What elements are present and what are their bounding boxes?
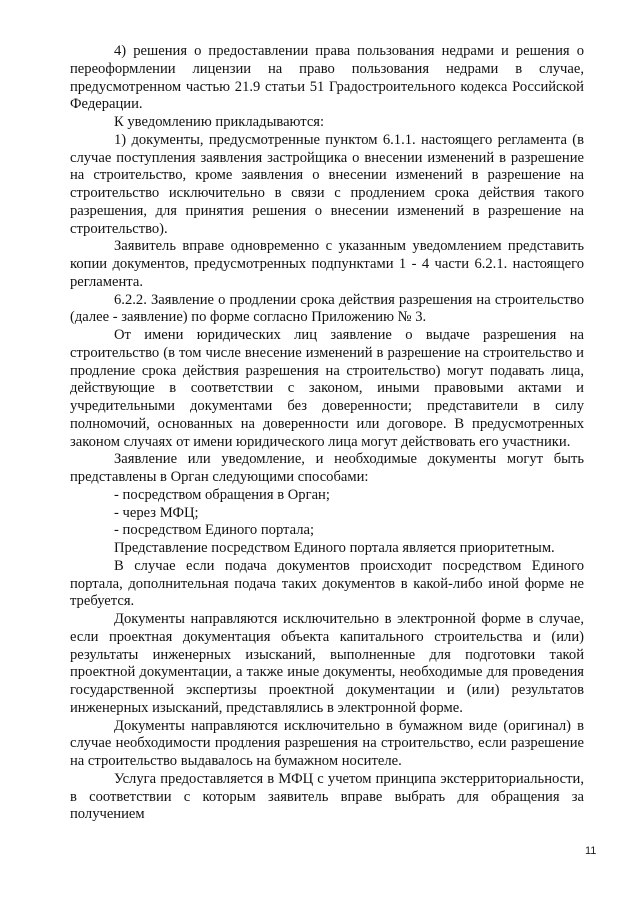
page-number: 11 xyxy=(585,845,597,857)
list-item-in-person: - посредством обращения в Орган; xyxy=(114,486,330,503)
paragraph-attachments-intro: К уведомлению прикладываются: xyxy=(114,114,325,130)
document-body xyxy=(70,43,584,824)
list-item-mfc: - через МФЦ; xyxy=(114,504,199,521)
paragraph-decision-subsoil: 4) решения о предоставлении права пользования недрами и решения о переоформлении лицензии на право пользования недрами в случае, предусмотренном частью 21.9 статьи 51 Градостроительного кодекса Российской Федерации. xyxy=(70,43,584,113)
paragraph-attachment-item-1: 1) документы, предусмотренные пунктом 6.1.1. настоящего регламента (в случае поступления заявления застройщика о внесении изменений в разрешение на строительство, кроме заявления о внесении изменений в разрешение на строительство исключительно в связи с продлением срока действия такого разрешения, для принятия решения о внесении изменений в разрешение на строительство). xyxy=(70,131,584,237)
list-item-portal: - посредством Единого портала; xyxy=(114,522,315,539)
paragraph-copies-right: Заявитель вправе одновременно с указанным уведомлением представить копии документов, предусмотренных подпунктами 1 - 4 части 6.2.1. настоящего регламента. xyxy=(70,238,584,290)
paragraph-electronic-form: Документы направляются исключительно в электронной форме в случае, если проектная документация объекта капитального строительства и (или) результаты инженерных изысканий, выполненные для подготовки такой проектной документации, а также иные документы, необходимые для проведения государственной экспертизы проектной документации и (или) результатов инженерных изысканий, представлялись в электронной форме. xyxy=(70,611,584,716)
paragraph-legal-entities: От имени юридических лиц заявление о выдаче разрешения на строительство (в том числе внесение изменений в разрешение на строительство и продление срока действия разрешения на строительство) могут подавать лица, действующие в соответствии с законом, иными правовыми актами и учредительными документами без доверенности; представители в силу полномочий, основанных на доверенности или договоре. В предусмотренных законом случаях от имени юридического лица могут действовать его участники. xyxy=(70,327,584,450)
paragraph-extraterritoriality: Услуга предоставляется в МФЦ с учетом принципа экстерриториальности, в соответствии с которым заявитель вправе выбрать для обращения за получением xyxy=(70,770,584,823)
paragraph-portal-priority: Представление посредством Единого портала является приоритетным. xyxy=(114,540,555,556)
paragraph-section-6-2-2: 6.2.2. Заявление о продлении срока действия разрешения на строительство (далее - заявление) по форме согласно Приложению № 3. xyxy=(70,291,584,326)
paragraph-paper-form: Документы направляются исключительно в бумажном виде (оригинал) в случае необходимости продления разрешения на строительство, если разрешение на строительство выдавалось на бумажном носителе. xyxy=(70,717,584,769)
paragraph-portal-submission: В случае если подача документов происходит посредством Единого портала, дополнительная подача таких документов в какой-либо иной форме не требуется. xyxy=(70,557,584,610)
paragraph-submission-methods: Заявление или уведомление, и необходимые документы могут быть представлены в Орган следующими способами: xyxy=(70,451,584,485)
